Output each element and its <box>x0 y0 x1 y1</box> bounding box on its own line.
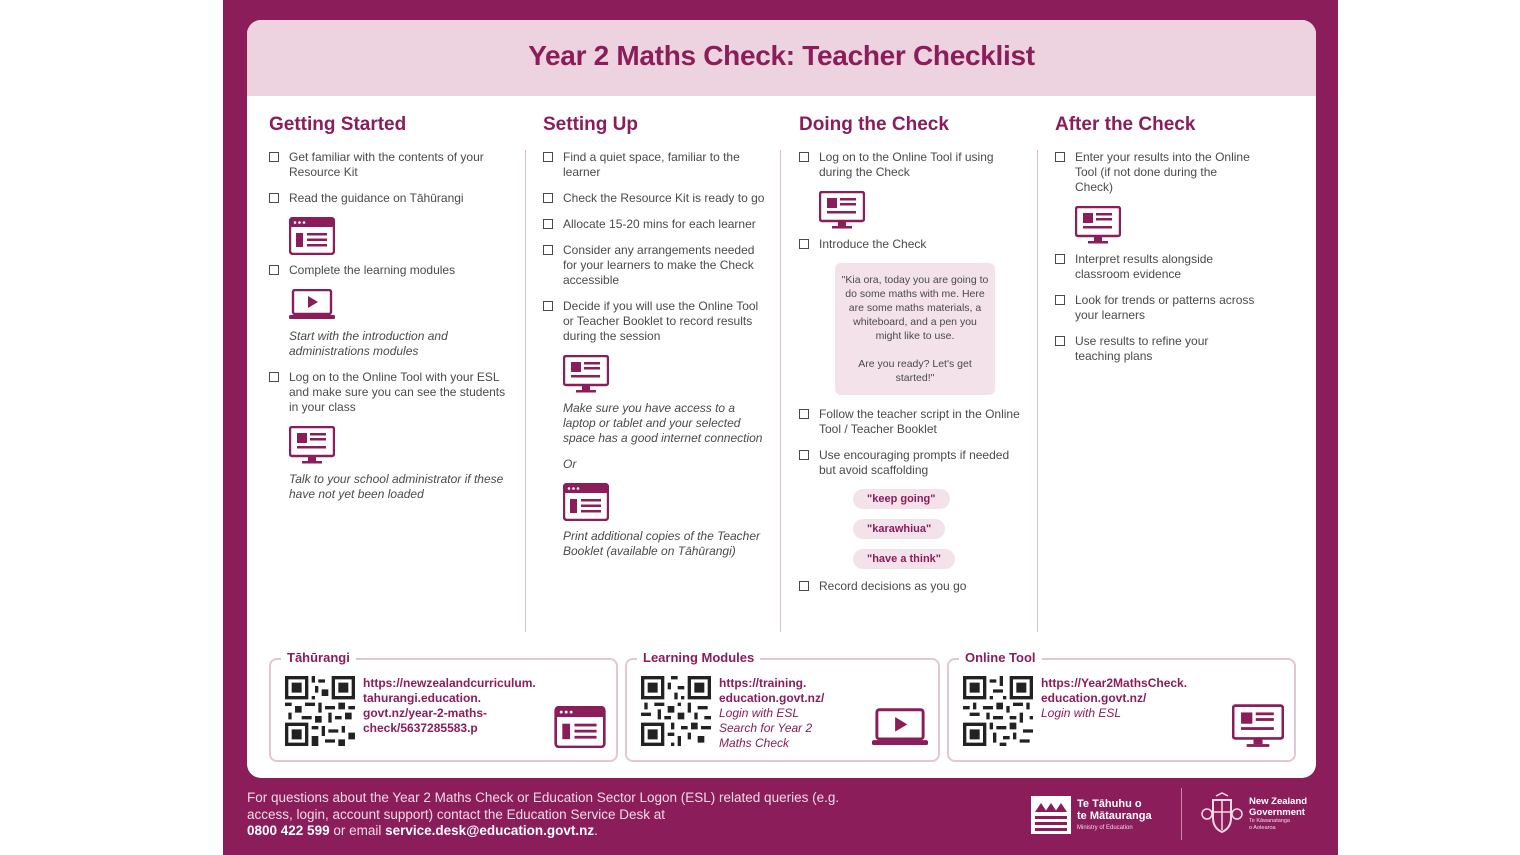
qr-code-icon[interactable] <box>285 676 355 746</box>
checklist-item[interactable]: Enter your results into the Online Tool (if not done during the Check) <box>1055 150 1255 195</box>
checklist-item[interactable]: Log on to the Online Tool with your ESL and make sure you can see the students in your class <box>269 370 509 415</box>
checkbox-icon[interactable] <box>1055 295 1065 305</box>
monitor-icon <box>1075 206 1121 244</box>
note-text: Talk to your school administrator if these have not yet been loaded <box>289 472 504 501</box>
monitor-icon <box>819 191 865 229</box>
column-divider <box>1037 150 1038 632</box>
resource-label: Online Tool <box>959 650 1042 665</box>
resource-label: Learning Modules <box>637 650 760 665</box>
checklist-item[interactable]: Introduce the Check <box>799 237 1021 252</box>
poster <box>223 0 1338 855</box>
page-title: Year 2 Maths Check: Teacher Checklist <box>528 40 1035 71</box>
monitor-icon <box>1232 704 1284 748</box>
prompt-pill: "karawhiua" <box>853 519 945 539</box>
checkbox-icon[interactable] <box>799 152 809 162</box>
checklist-item[interactable]: Complete the learning modules <box>269 263 509 278</box>
video-laptop-icon <box>872 708 928 748</box>
title-band <box>247 20 1316 96</box>
script-quote <box>835 263 995 395</box>
quote-text: "Kia ora, today you are going to do some maths with me. Here are some maths materials, a whiteboard, and a pen you might like to use. <box>841 274 989 342</box>
column-heading: Doing the Check <box>799 114 949 135</box>
logo-divider <box>1181 788 1182 840</box>
checkbox-icon[interactable] <box>543 152 553 162</box>
footer-contact-text: For questions about the Year 2 Maths Check or Education Sector Logon (ESL) related queries (e.g. access, login, account support) contact the Education Service Desk at 0800 422 599 or email service.desk@education.govt.nz. <box>247 790 840 838</box>
checklist-item[interactable]: Decide if you will use the Online Tool or Teacher Booklet to record results during the session <box>543 299 765 344</box>
checkbox-icon[interactable] <box>269 265 279 275</box>
checkbox-icon[interactable] <box>543 193 553 203</box>
checkbox-icon[interactable] <box>543 245 553 255</box>
checkbox-icon[interactable] <box>269 372 279 382</box>
checklist-item[interactable]: Consider any arrangements needed for your learners to make the Check accessible <box>543 243 765 288</box>
web-page-icon <box>289 217 335 255</box>
checklist-card <box>247 20 1316 778</box>
checklist-item[interactable]: Use results to refine your teaching plans <box>1055 334 1255 364</box>
checkbox-icon[interactable] <box>1055 336 1065 346</box>
checkbox-icon[interactable] <box>269 152 279 162</box>
checkbox-icon[interactable] <box>1055 254 1065 264</box>
checklist-item[interactable]: Get familiar with the contents of your Resource Kit <box>269 150 509 180</box>
monitor-icon <box>289 426 335 464</box>
checklist-item[interactable]: Log on to the Online Tool if using during the Check <box>799 150 1021 180</box>
checkbox-icon[interactable] <box>269 193 279 203</box>
resource-learning-modules <box>625 650 940 762</box>
column-getting-started <box>269 114 509 513</box>
checklist-item[interactable]: Allocate 15-20 mins for each learner <box>543 217 765 232</box>
resource-tahurangi <box>269 650 618 762</box>
note-text: Print additional copies of the Teacher Booklet (available on Tāhūrangi) <box>563 529 761 558</box>
column-heading: After the Check <box>1055 114 1196 135</box>
note-or: Or <box>563 457 577 471</box>
column-after-the-check <box>1055 114 1255 375</box>
qr-code-icon[interactable] <box>963 676 1033 746</box>
checkbox-icon[interactable] <box>799 581 809 591</box>
ministry-of-education-wordmark: Te Tāhuhu o te Mātauranga Ministry of Education <box>1077 798 1152 831</box>
column-doing-the-check <box>799 114 1021 605</box>
checklist-item[interactable]: Read the guidance on Tāhūrangi <box>269 191 509 206</box>
checkbox-icon[interactable] <box>1055 152 1065 162</box>
prompt-pill: "keep going" <box>853 489 950 509</box>
phone-number[interactable]: 0800 422 599 <box>247 823 330 838</box>
checkbox-icon[interactable] <box>543 219 553 229</box>
resource-url[interactable]: https://newzealandcurriculum. tahurangi.education. govt.nz/year-2-maths- check/5637285583.p <box>363 676 536 735</box>
resource-url[interactable]: https://training. education.govt.nz/ Login with ESL Search for Year 2 Maths Check <box>719 676 825 750</box>
checklist-item[interactable]: Find a quiet space, familiar to the learner <box>543 150 765 180</box>
checklist-item[interactable]: Look for trends or patterns across your learners <box>1055 293 1255 323</box>
web-page-icon <box>563 483 609 521</box>
column-heading: Setting Up <box>543 114 638 135</box>
resource-label: Tāhūrangi <box>281 650 356 665</box>
column-divider <box>525 150 526 632</box>
checkbox-icon[interactable] <box>799 409 809 419</box>
note-text: Make sure you have access to a laptop or tablet and your selected space has a good internet connection <box>563 401 763 445</box>
checklist-item[interactable]: Follow the teacher script in the Online Tool / Teacher Booklet <box>799 407 1021 437</box>
checklist-item[interactable]: Use encouraging prompts if needed but avoid scaffolding <box>799 448 1021 478</box>
web-page-icon <box>554 706 606 748</box>
nz-government-wordmark: New Zealand Government Te Kāwanatanga o Aotearoa <box>1249 796 1308 831</box>
column-divider <box>780 150 781 632</box>
note-text: Start with the introduction and administrations modules <box>289 329 448 358</box>
ministry-of-education-logo <box>1031 796 1071 834</box>
checklist-item[interactable]: Check the Resource Kit is ready to go <box>543 191 765 206</box>
checkbox-icon[interactable] <box>543 301 553 311</box>
column-setting-up <box>543 114 765 570</box>
checkbox-icon[interactable] <box>799 450 809 460</box>
quote-text: Are you ready? Let's get started!" <box>858 358 972 384</box>
resource-url[interactable]: https://Year2MathsCheck. education.govt.nz/ Login with ESL <box>1041 676 1188 720</box>
email-link[interactable]: service.desk@education.govt.nz <box>385 823 595 838</box>
resource-online-tool <box>947 650 1296 762</box>
nz-coat-of-arms-icon <box>1199 792 1245 838</box>
qr-code-icon[interactable] <box>641 676 711 746</box>
video-laptop-icon <box>289 289 335 321</box>
checklist-item[interactable]: Record decisions as you go <box>799 579 1021 594</box>
prompt-pill: "have a think" <box>853 549 955 569</box>
column-heading: Getting Started <box>269 114 407 135</box>
monitor-icon <box>563 355 609 393</box>
checkbox-icon[interactable] <box>799 239 809 249</box>
checklist-item[interactable]: Interpret results alongside classroom evidence <box>1055 252 1255 282</box>
